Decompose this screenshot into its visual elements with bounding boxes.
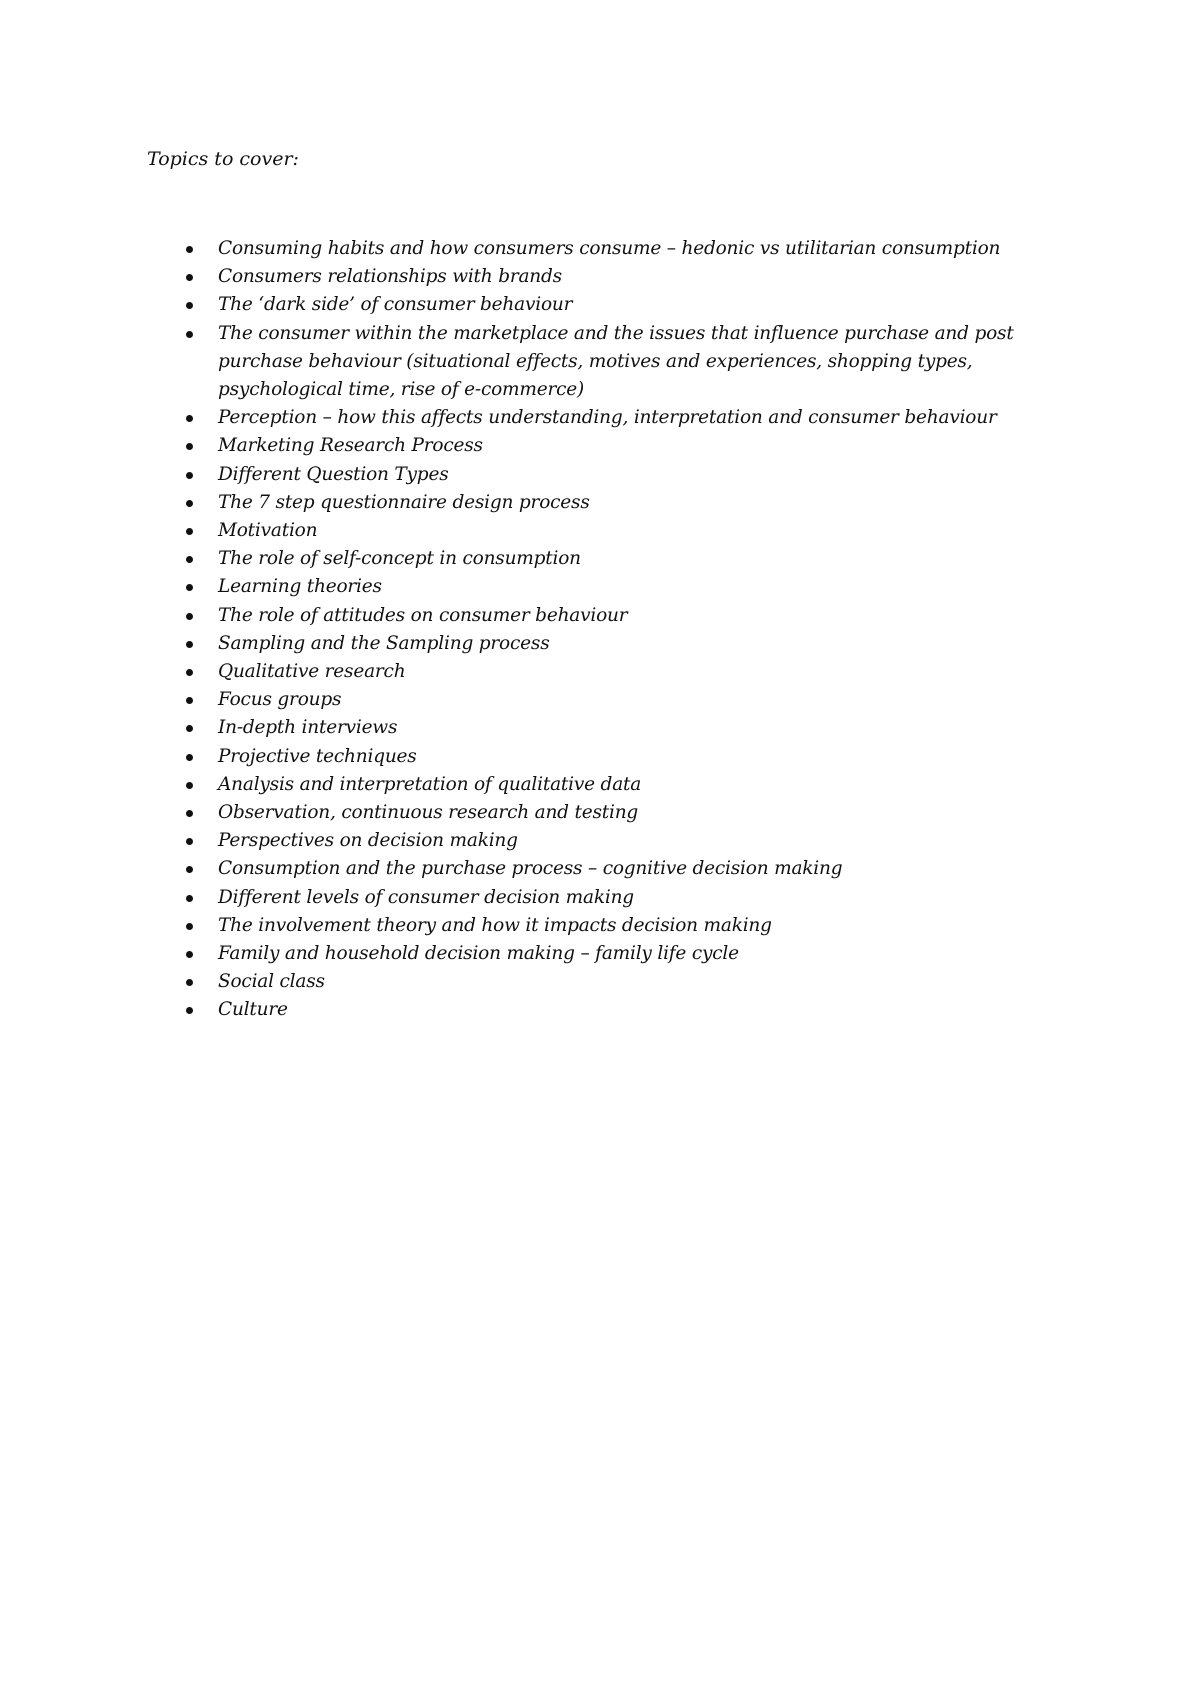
list-item-text: Different levels of consumer decision making xyxy=(218,886,634,908)
list-item xyxy=(218,461,1048,489)
bullet-icon xyxy=(186,697,193,704)
bullet-icon xyxy=(186,669,193,676)
list-item xyxy=(218,291,1048,319)
list-item xyxy=(218,489,1048,517)
list-item xyxy=(218,827,1048,855)
bullet-icon xyxy=(186,613,193,620)
bullet-icon xyxy=(186,443,193,450)
bullet-icon xyxy=(186,246,193,253)
list-item-text: Social class xyxy=(218,971,325,993)
list-item-text: Consumers relationships with brands xyxy=(218,266,562,288)
list-item xyxy=(218,714,1048,742)
list-item xyxy=(218,884,1048,912)
list-item xyxy=(218,235,1048,263)
list-item xyxy=(218,432,1048,460)
list-item-text: The involvement theory and how it impacts decision making xyxy=(218,914,772,936)
bullet-icon xyxy=(186,641,193,648)
list-item xyxy=(218,912,1048,940)
list-item-text: Sampling and the Sampling process xyxy=(218,632,550,654)
list-item xyxy=(218,771,1048,799)
bullet-icon xyxy=(186,810,193,817)
list-item-text: Culture xyxy=(218,999,288,1021)
bullet-icon xyxy=(186,556,193,563)
list-item-text: The ‘dark side’ of consumer behaviour xyxy=(218,294,573,316)
list-item xyxy=(218,968,1048,996)
list-item xyxy=(218,855,1048,883)
bullet-icon xyxy=(186,1007,193,1014)
bullet-icon xyxy=(186,923,193,930)
bullet-icon xyxy=(186,528,193,535)
heading: Topics to cover: xyxy=(147,148,299,170)
bullet-icon xyxy=(186,331,193,338)
list-item-text: The role of self-concept in consumption xyxy=(218,548,581,570)
list-item xyxy=(218,602,1048,630)
list-item xyxy=(218,799,1048,827)
list-item-text: The role of attitudes on consumer behaviour xyxy=(218,604,628,626)
bullet-icon xyxy=(186,584,193,591)
list-item-text: Family and household decision making – family life cycle xyxy=(218,943,739,965)
bullet-icon xyxy=(186,725,193,732)
list-item-text: The consumer within the marketplace and the issues that influence purchase and post purchase behaviour (situational effects, motives and experiences, shopping types, psychological time, rise of e-commerce) xyxy=(218,322,1014,401)
list-item-text: Learning theories xyxy=(218,576,382,598)
bullet-icon xyxy=(186,782,193,789)
list-item-text: Focus groups xyxy=(218,689,342,711)
list-item-text: Different Question Types xyxy=(218,463,449,485)
list-item-text: Analysis and interpretation of qualitative data xyxy=(218,773,642,795)
list-item-text: Consumption and the purchase process – cognitive decision making xyxy=(218,858,843,880)
bullet-icon xyxy=(186,951,193,958)
list-item xyxy=(218,320,1048,405)
list-item xyxy=(218,743,1048,771)
list-item-text: Marketing Research Process xyxy=(218,435,483,457)
list-item-text: Observation, continuous research and testing xyxy=(218,802,639,824)
bullet-icon xyxy=(186,866,193,873)
list-item xyxy=(218,658,1048,686)
list-item-text: Perspectives on decision making xyxy=(218,830,518,852)
list-item xyxy=(218,263,1048,291)
list-item xyxy=(218,686,1048,714)
list-item-text: Motivation xyxy=(218,520,318,542)
list-item xyxy=(218,545,1048,573)
list-item xyxy=(218,630,1048,658)
list-item xyxy=(218,996,1048,1024)
list-item xyxy=(218,517,1048,545)
list-item-text: Consuming habits and how consumers consume – hedonic vs utilitarian consumption xyxy=(218,238,1001,259)
list-item-text: Perception – how this affects understanding, interpretation and consumer behaviour xyxy=(218,407,997,429)
bullet-icon xyxy=(186,838,193,845)
list-item-text: In-depth interviews xyxy=(218,717,398,739)
list-item xyxy=(218,573,1048,601)
bullet-icon xyxy=(186,274,193,281)
bullet-icon xyxy=(186,302,193,309)
topic-list xyxy=(218,235,1048,1025)
bullet-icon xyxy=(186,895,193,902)
bullet-icon xyxy=(186,979,193,986)
list-item xyxy=(218,940,1048,968)
list-item xyxy=(218,404,1048,432)
bullet-icon xyxy=(186,500,193,507)
list-item-text: Projective techniques xyxy=(218,745,417,767)
bullet-icon xyxy=(186,472,193,479)
list-item-text: The 7 step questionnaire design process xyxy=(218,491,590,513)
list-item-text: Qualitative research xyxy=(218,661,406,683)
bullet-icon xyxy=(186,754,193,761)
bullet-icon xyxy=(186,415,193,422)
